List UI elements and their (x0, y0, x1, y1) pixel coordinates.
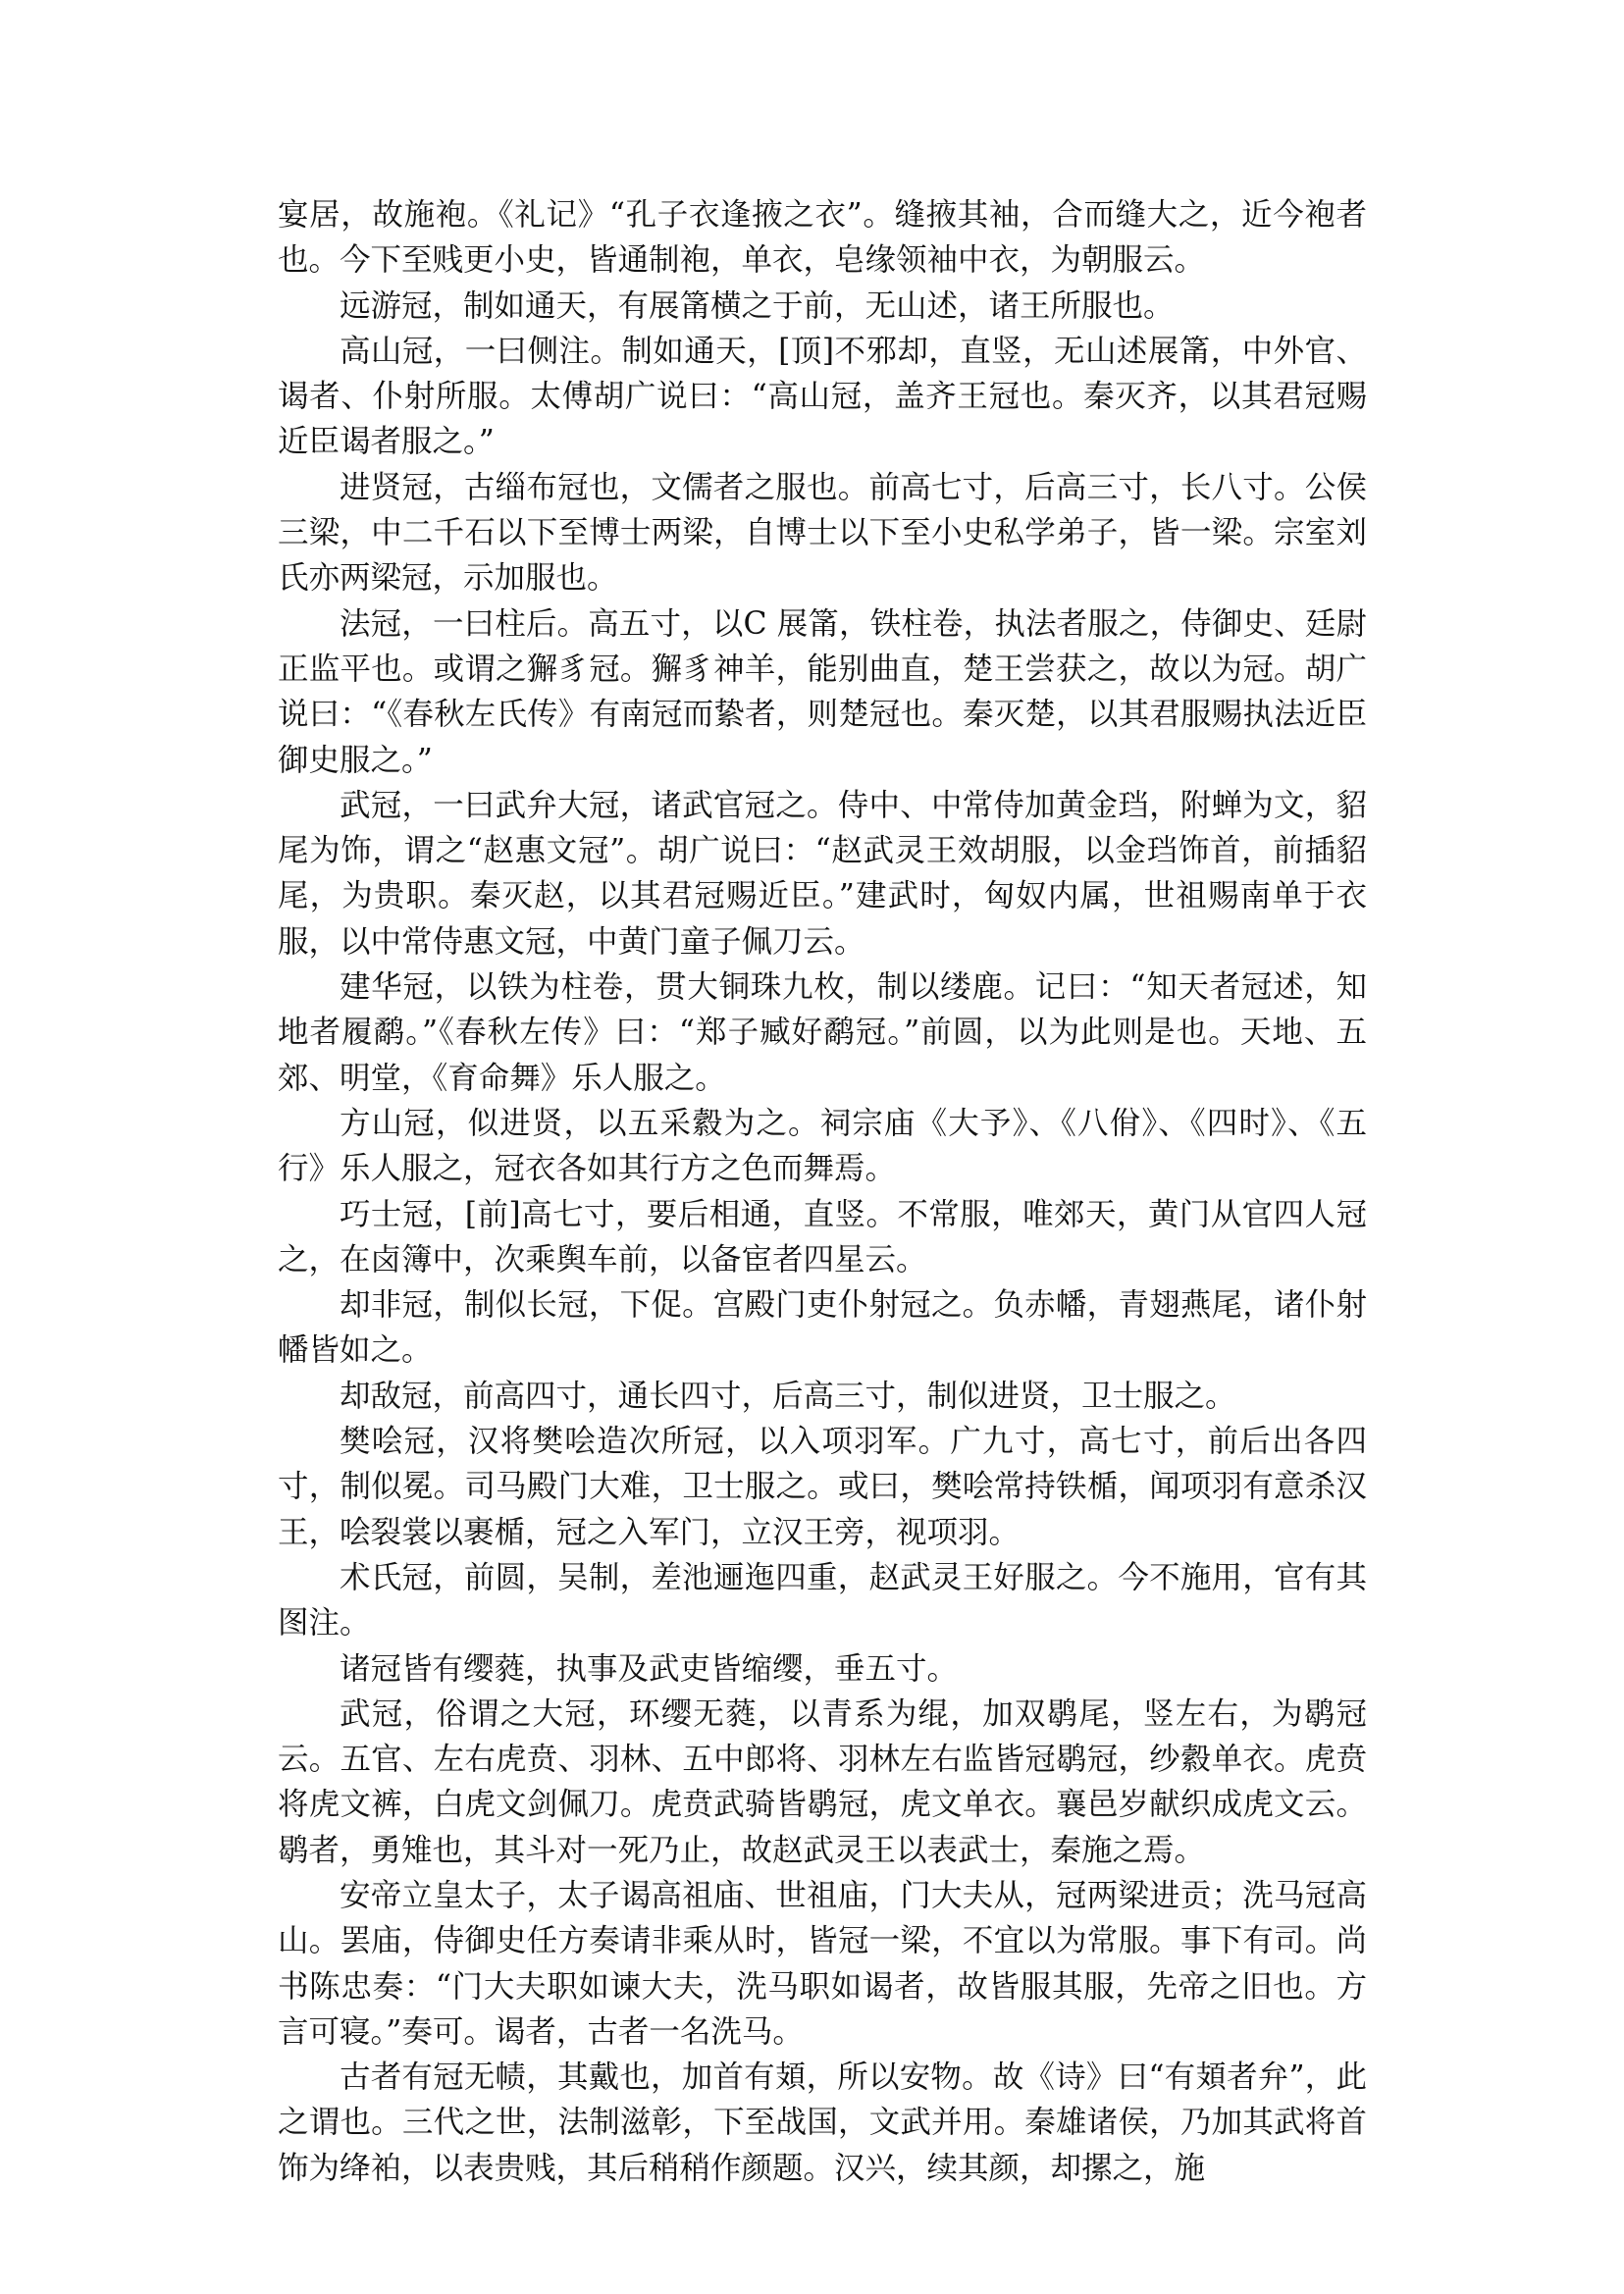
paragraph-shushi-guan: 术氏冠，前圆，吴制，差池逦迤四重，赵武灵王好服之。今不施用，官有其图注。 (278, 1559, 1367, 1642)
paragraph-qiaoshi-guan: 巧士冠，[前]高七寸，要后相通，直竖。不常服，唯郊天，黄门从官四人冠之，在卤簿中，次乘舆车前，以备宦者四星云。 (278, 1196, 1367, 1277)
paragraph-jianhua-guan: 建华冠，以铁为柱卷，贯大铜珠九枚，制以缕鹿。记曰：“知天者冠述，知地者履鹬。”《春秋左传》曰：“郑子臧好鹬冠。”前圆，以为此则是也。天地、五郊、明堂，《育命舞》乐人服之。 (278, 969, 1367, 1096)
paragraph-fa-guan: 法冠，一曰柱后。高五寸，以C 展筩，铁柱卷，执法者服之，侍御史、廷尉正监平也。或谓之獬豸冠。獬豸神羊，能别曲直，楚王尝获之，故以为冠。胡广说曰：“《春秋左氏传》有南冠而絷者，则楚冠也。秦灭楚，以其君服赐执法近臣御史服之。” (278, 605, 1367, 778)
paragraph-zhuguan-yingrui: 诸冠皆有缨蕤，执事及武吏皆缩缨，垂五寸。 (340, 1650, 959, 1687)
paragraph-continuation: 宴居，故施袍。《礼记》“孔子衣逢掖之衣”。缝掖其袖，合而缝大之，近今袍者也。今下至贱更小史，皆通制袍，单衣，皂缘领袖中衣，为朝服云。 (278, 197, 1367, 279)
paragraph-andi-taizi: 安帝立皇太子，太子谒高祖庙、世祖庙，门大夫从，冠两梁进贡；洗马冠高山。罢庙，侍御史任方奏请非乘从时，皆冠一梁，不宜以为常服。事下有司。尚书陈忠奏：“门大夫职如谏大夫，洗马职如谒者，故皆服其服，先帝之旧也。方言可寝。”奏可。谒者，古者一名洗马。 (278, 1877, 1367, 2050)
paragraph-guzhe-youguan: 古者有冠无帻，其戴也，加首有頍，所以安物。故《诗》曰“有頍者弁”，此之谓也。三代之世，法制滋彰，下至战国，文武并用。秦雄诸侯，乃加其武将首饰为绛袙，以表贵贱，其后稍稍作颜题。汉兴，续其颜，却摞之，施 (278, 2059, 1367, 2186)
paragraph-quedi-guan: 却敌冠，前高四寸，通长四寸，后高三寸，制似进贤，卫士服之。 (340, 1378, 1236, 1414)
paragraph-yuanyou-guan: 远游冠，制如通天，有展筩横之于前，无山述，诸王所服也。 (340, 287, 1175, 324)
paragraph-jinxian-guan: 进贤冠，古缁布冠也，文儒者之服也。前高七寸，后高三寸，长八寸。公侯三梁，中二千石以下至博士两梁，自博士以下至小史私学弟子，皆一梁。宗室刘氏亦两梁冠，示加服也。 (278, 469, 1367, 597)
paragraph-gaoshan-guan: 高山冠，一曰侧注。制如通天，[顶]不邪却，直竖，无山述展筩，中外官、谒者、仆射所服。太傅胡广说曰：“高山冠，盖齐王冠也。秦灭齐，以其君冠赐近臣谒者服之。” (278, 333, 1367, 460)
document-body (278, 192, 1367, 2191)
paragraph-wu-guan: 武冠，一曰武弁大冠，诸武官冠之。侍中、中常侍加黄金珰，附蝉为文，貂尾为饰，谓之“赵惠文冠”。胡广说曰：“赵武灵王效胡服，以金珰饰首，前插貂尾，为贵职。秦灭赵，以其君冠赐近臣。”建武时，匈奴内属，世祖赐南单于衣服，以中常侍惠文冠，中黄门童子佩刀云。 (278, 787, 1367, 960)
paragraph-quefei-guan: 却非冠，制似长冠，下促。宫殿门吏仆射冠之。负赤幡，青翅燕尾，诸仆射幡皆如之。 (278, 1287, 1367, 1369)
paragraph-wu-guan-daguan: 武冠，俗谓之大冠，环缨无蕤，以青系为绲，加双鹖尾，竖左右，为鹖冠云。五官、左右虎贲、羽林、五中郎将、羽林左右监皆冠鹖冠，纱縠单衣。虎贲将虎文裤，白虎文剑佩刀。虎贲武骑皆鹖冠，虎文单衣。襄邑岁献织成虎文云。鹖者，勇雉也，其斗对一死乃止，故赵武灵王以表武士，秦施之焉。 (278, 1695, 1367, 1868)
paragraph-fangshan-guan: 方山冠，似进贤，以五采縠为之。祠宗庙《大予》、《八佾》、《四时》、《五行》乐人服之，冠衣各如其行方之色而舞焉。 (278, 1105, 1367, 1187)
paragraph-fankuai-guan: 樊哙冠，汉将樊哙造次所冠，以入项羽军。广九寸，高七寸，前后出各四寸，制似冕。司马殿门大难，卫士服之。或曰，樊哙常持铁楯，闻项羽有意杀汉王，哙裂裳以裹楯，冠之入军门，立汉王旁，视项羽。 (278, 1424, 1367, 1550)
